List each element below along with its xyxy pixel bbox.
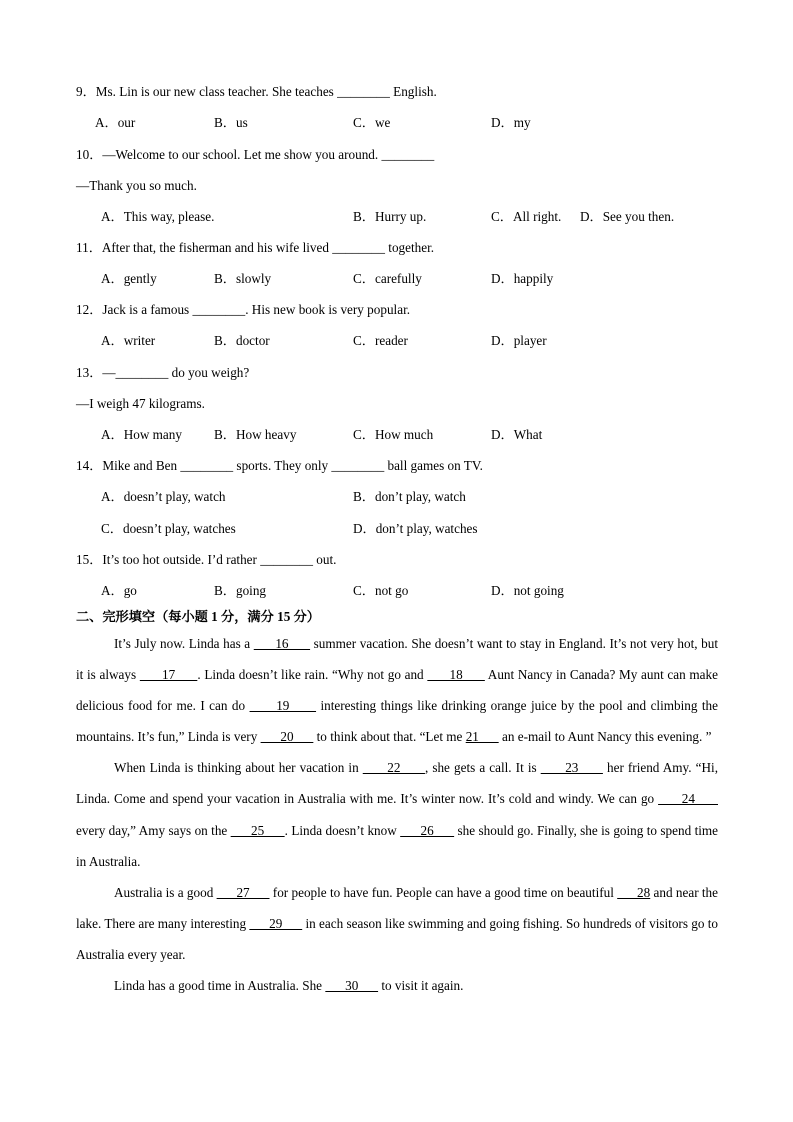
question-13-option-a: A．How many bbox=[101, 427, 182, 442]
question-10-reply: —Thank you so much. bbox=[76, 178, 197, 193]
question-11-option-c: C．carefully bbox=[353, 271, 422, 286]
blank-29[interactable]: 29 bbox=[249, 915, 303, 931]
question-15-option-c: C．not go bbox=[353, 583, 409, 598]
question-9-option-d: D．my bbox=[491, 115, 531, 130]
question-10-stem: 10．—Welcome to our school. Let me show you around. ________ bbox=[76, 147, 435, 162]
question-13-option-c: C．How much bbox=[353, 427, 434, 442]
blank-18[interactable]: 18 bbox=[427, 667, 485, 683]
question-10-option-b: B．Hurry up. bbox=[353, 209, 427, 224]
question-13-option-b: B．How heavy bbox=[214, 427, 297, 442]
question-11-option-d: D．happily bbox=[491, 271, 554, 286]
blank-16[interactable]: 16 bbox=[253, 636, 311, 651]
question-15-stem: 15．It’s too hot outside. I’d rather ________ out. bbox=[76, 552, 337, 567]
question-12-stem: 12．Jack is a famous ________. His new book is very popular. bbox=[76, 302, 411, 317]
section-2-heading: 二、完形填空（每小题 1 分，满分 15 分） bbox=[76, 609, 320, 624]
question-13-reply: —I weigh 47 kilograms. bbox=[76, 396, 205, 411]
question-9-option-a: A．our bbox=[95, 115, 136, 130]
cloze-passage bbox=[76, 628, 718, 1001]
question-11-stem: 11．After that, the fisherman and his wife lived ________ together. bbox=[76, 240, 435, 255]
blank-25[interactable]: 25 bbox=[230, 822, 285, 838]
question-12-option-b: B．doctor bbox=[214, 333, 270, 348]
question-14-option-d: D．don’t play, watches bbox=[353, 521, 478, 536]
blank-19[interactable]: 19 bbox=[249, 698, 317, 714]
question-11-option-b: B．slowly bbox=[214, 271, 272, 286]
question-13-option-d: D．What bbox=[491, 427, 543, 442]
question-10-option-a: A．This way, please. bbox=[101, 209, 215, 224]
blank-17[interactable]: 17 bbox=[139, 667, 198, 683]
blank-28[interactable]: 28 bbox=[617, 884, 651, 900]
cloze-paragraph-2: When Linda is thinking about her vacation in 22 , she gets a call. It is 23 her friend Amy. “Hi, Linda. Come and spend your vacation in Australia with me. It’s winter now. It’s cold and windy. We can go 24 every day,” Amy says on the 25 . Linda doesn’t know 26 she should go. Finally, she is going to spend time in Australia. bbox=[76, 760, 719, 869]
question-14-option-b: B．don’t play, watch bbox=[353, 489, 466, 504]
question-15-option-a: A．go bbox=[101, 583, 137, 598]
question-13-stem: 13．—________ do you weigh? bbox=[76, 365, 250, 380]
question-9-option-c: C．we bbox=[353, 115, 391, 130]
blank-27[interactable]: 27 bbox=[216, 884, 270, 900]
question-14-stem: 14．Mike and Ben ________ sports. They only ________ ball games on TV. bbox=[76, 458, 483, 473]
blank-21[interactable]: 21 bbox=[465, 729, 499, 745]
question-12-option-c: C．reader bbox=[353, 333, 408, 348]
blank-20[interactable]: 20 bbox=[260, 729, 314, 745]
question-9-option-b: B．us bbox=[214, 115, 248, 130]
question-10-option-d: D．See you then. bbox=[580, 209, 675, 224]
question-15-option-d: D．not going bbox=[491, 583, 564, 598]
question-11-option-a: A．gently bbox=[101, 271, 157, 286]
cloze-paragraph-1: It’s July now. Linda has a 16 summer vacation. She doesn’t want to stay in England. It’s not very hot, but it is always 17 . Linda doesn’t like rain. “Why not go and 18 Aunt Nancy in Canada? My aunt can make delicious food for me. I can do 19 interesting things like drinking orange juice by the pool and climbing the mountains. It’s fun,” Linda is very 20 to think about that. “Let me 21 an e-mail to Aunt Nancy this evening. ” bbox=[76, 636, 719, 745]
blank-22[interactable]: 22 bbox=[362, 760, 425, 776]
question-12-option-d: D．player bbox=[491, 333, 547, 348]
blank-24[interactable]: 24 bbox=[658, 791, 718, 807]
question-15-option-b: B．going bbox=[214, 583, 267, 598]
question-10-option-c: C．All right. bbox=[491, 209, 562, 224]
question-14-option-c: C．doesn’t play, watches bbox=[101, 521, 236, 536]
cloze-paragraph-4: Linda has a good time in Australia. She 30 to visit it again. bbox=[114, 978, 464, 994]
blank-26[interactable]: 26 bbox=[400, 822, 455, 838]
question-12-option-a: A．writer bbox=[101, 333, 156, 348]
question-14-option-a: A．doesn’t play, watch bbox=[101, 489, 226, 504]
cloze-paragraph-3: Australia is a good 27 for people to have fun. People can have a good time on beautiful 28 and near the lake. There are many interesting 29 in each season like swimming and going fishing. So hundreds of visitors go to Australia every year. bbox=[76, 884, 719, 962]
blank-23[interactable]: 23 bbox=[540, 760, 603, 776]
question-9-stem: 9．Ms. Lin is our new class teacher. She teaches ________ English. bbox=[76, 84, 437, 99]
blank-30[interactable]: 30 bbox=[325, 978, 379, 994]
